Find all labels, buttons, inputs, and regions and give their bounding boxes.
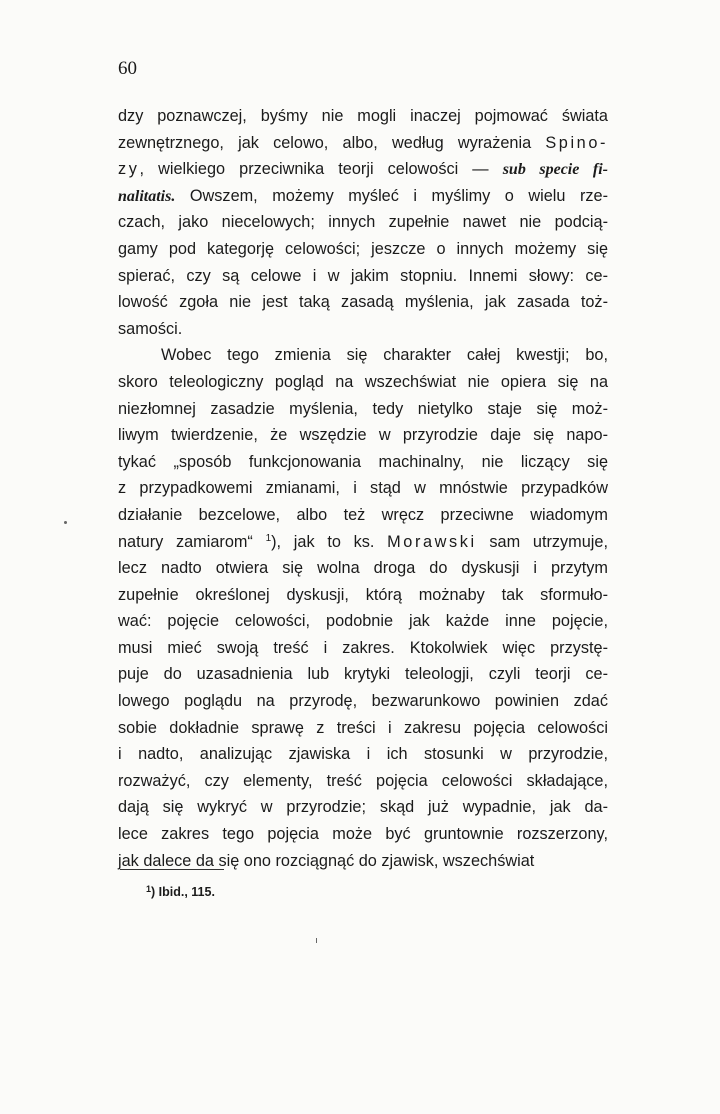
footnote-rule: [120, 869, 224, 870]
text-line: czach, jako niecelowych; innych zupełnie nawet nie podcią-: [118, 213, 608, 232]
text-line: puje do uzasadnienia lub krytyki teleologji, czyli teorji ce-: [118, 665, 608, 684]
text-line: wać: pojęcie celowości, podobnie jak każde inne pojęcie,: [118, 612, 608, 631]
text-line: z przypadkowemi zmianami, i stąd w mnóstwie przypadków: [118, 479, 608, 498]
text-line: i nadto, analizując zjawiska i ich stosunki w przyrodzie,: [118, 745, 608, 764]
text-line: liwym twierdzenie, że wszędzie w przyrodzie daje się napo-: [118, 426, 608, 445]
text-line: spierać, czy są celowe i w jakim stopniu. Innemi słowy: ce-: [118, 266, 608, 285]
text-line: skoro teleologiczny pogląd na wszechświat nie opiera się na: [118, 372, 608, 391]
spaced-name: Morawski: [387, 532, 477, 551]
text-line: dają się wykryć w przyrodzie; skąd już wypadnie, jak da-: [118, 798, 608, 817]
text-line: zy, wielkiego przeciwnika teorji celowości — sub specie fi-: [118, 160, 609, 179]
margin-speck: [316, 938, 317, 943]
text-line: Wobec tego zmienia się charakter całej kwestji; bo,: [161, 346, 608, 365]
spaced-name: zy: [118, 160, 140, 179]
text-line: sobie dokładnie sprawę z treści i zakresu pojęcia celowości: [118, 718, 608, 737]
text-line: tykać „sposób funkcjonowania machinalny, nie liczący się: [118, 452, 608, 471]
italic-phrase: sub specie fi-: [502, 161, 609, 179]
text-line: samości.: [118, 319, 183, 338]
footnote-text: ) Ibid., 115.: [151, 885, 215, 899]
text-line: zupełnie określonej dyskusji, którą możnaby tak sformuło-: [118, 585, 608, 604]
text-line: musi mieć swoją treść i zakres. Ktokolwiek więc przystę-: [118, 638, 608, 657]
text-line: jak dalece da się ono rozciągnąć do zjawisk, wszechświat: [118, 851, 535, 870]
footnote: [146, 885, 215, 899]
spaced-name: Spino-: [545, 133, 608, 152]
text-line: zewnętrznego, jak celowo, albo, według wyrażenia Spino-: [118, 133, 608, 152]
body-text: [118, 103, 608, 874]
text-line: dzy poznawczej, byśmy nie mogli inaczej pojmować świata: [118, 107, 608, 125]
text-line: gamy pod kategorję celowości; jeszcze o innych możemy się: [118, 239, 608, 258]
text-line: nalitatis. Owszem, możemy myśleć i myślimy o wielu rze-: [118, 186, 608, 205]
text-line: natury zamiarom“ $^1$), jak to ks. Morawski sam utrzymuje,: [118, 532, 608, 551]
text-line: lowość zgoła nie jest taką zasadą myślenia, jak zasada toż-: [118, 293, 608, 312]
text-line: lowego poglądu na przyrodę, bezwarunkowo powinien zdać: [118, 692, 608, 711]
text-line: lece zakres tego pojęcia może być gruntownie rozszerzony,: [118, 825, 608, 844]
footnote-ref: 1: [265, 532, 272, 544]
text-line: działanie bezcelowe, albo też wręcz przeciwne wiadomym: [118, 505, 608, 524]
footnote-marker: 1: [146, 884, 152, 894]
text-line: lecz nadto otwiera się wolna droga do dyskusji i przytym: [118, 559, 608, 578]
page-number: 60: [118, 58, 137, 79]
text-line: rozważyć, czy elementy, treść pojęcia celowości składające,: [118, 771, 608, 790]
margin-speck: [64, 521, 67, 524]
text-line: niezłomnej zasadzie myślenia, tedy nietylko staje się moż-: [118, 399, 608, 418]
italic-phrase: nalitatis.: [118, 187, 176, 205]
